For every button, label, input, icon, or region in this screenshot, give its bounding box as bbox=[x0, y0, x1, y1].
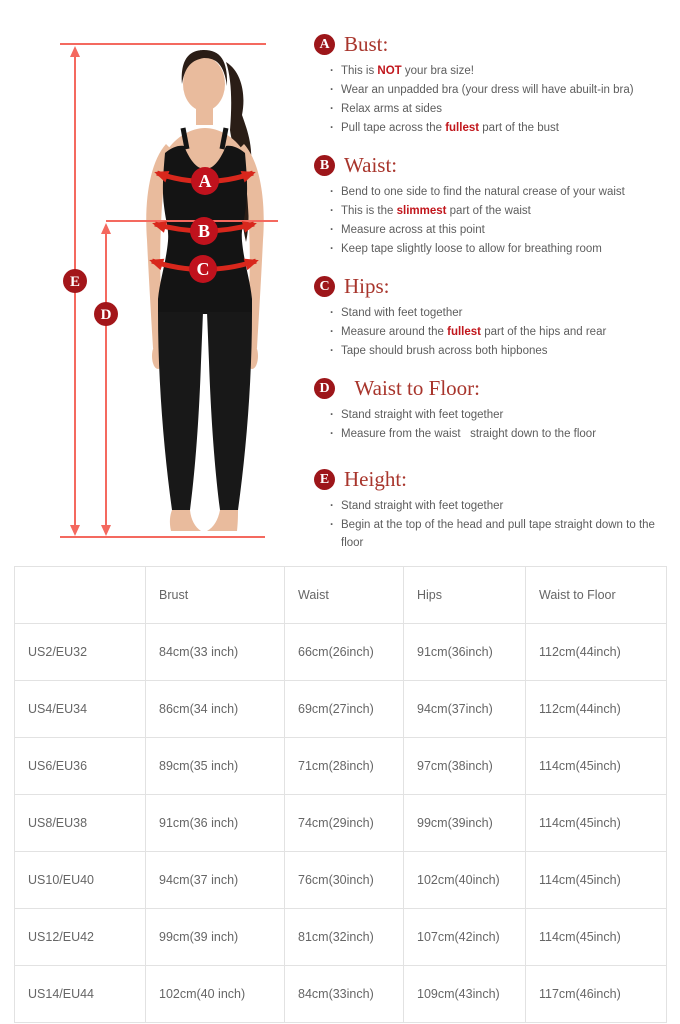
table-row bbox=[15, 909, 667, 966]
bullet-list bbox=[314, 497, 670, 552]
header-row bbox=[15, 567, 667, 624]
measurement-cell: 71cm(28inch) bbox=[285, 738, 404, 795]
bullet-item bbox=[330, 81, 670, 99]
instruction-sections bbox=[314, 32, 670, 568]
measurement-cell: 97cm(38inch) bbox=[404, 738, 526, 795]
bullet-item bbox=[330, 497, 670, 515]
measurement-cell: 76cm(30inch) bbox=[285, 852, 404, 909]
table-row bbox=[15, 738, 667, 795]
bullet-text: This is bbox=[341, 65, 378, 77]
bullet-item bbox=[330, 406, 670, 424]
measurement-cell: 89cm(35 inch) bbox=[146, 738, 285, 795]
measurement-cell: 99cm(39 inch) bbox=[146, 909, 285, 966]
letter-badge-b: B bbox=[314, 155, 335, 176]
section-e bbox=[314, 467, 670, 552]
measurement-cell: 102cm(40 inch) bbox=[146, 966, 285, 1023]
measurement-figure bbox=[0, 0, 320, 562]
size-label-cell: US12/EU42 bbox=[15, 909, 146, 966]
bullet-text: Tape should brush across both hipbones bbox=[341, 345, 548, 357]
table-row bbox=[15, 852, 667, 909]
bullet-list bbox=[314, 183, 670, 258]
bullet-text: Measure around the bbox=[341, 326, 448, 338]
bullet-item bbox=[330, 425, 670, 443]
bullet-text: Stand straight with feet together bbox=[341, 409, 504, 421]
hips-letter: C bbox=[196, 259, 210, 279]
bullet-text: part of the hips and rear bbox=[481, 326, 607, 338]
highlighted-text: fullest bbox=[445, 122, 480, 134]
bullet-text: Measure from the waist straight down to the floor bbox=[341, 428, 597, 440]
size-label-cell: US8/EU38 bbox=[15, 795, 146, 852]
column-header: Waist bbox=[285, 567, 404, 624]
measurement-cell: 81cm(32inch) bbox=[285, 909, 404, 966]
measurement-cell: 102cm(40inch) bbox=[404, 852, 526, 909]
highlighted-text: slimmest bbox=[396, 205, 447, 217]
measurement-cell: 74cm(29inch) bbox=[285, 795, 404, 852]
measurement-cell: 112cm(44inch) bbox=[526, 681, 667, 738]
bullet-item bbox=[330, 304, 670, 322]
section-c bbox=[314, 274, 670, 360]
measurement-cell: 114cm(45inch) bbox=[526, 909, 667, 966]
section-d bbox=[314, 376, 670, 443]
size-label-cell: US4/EU34 bbox=[15, 681, 146, 738]
section-heading bbox=[314, 153, 670, 178]
measurement-cell: 69cm(27inch) bbox=[285, 681, 404, 738]
section-title: Hips: bbox=[344, 274, 390, 298]
size-label-cell: US10/EU40 bbox=[15, 852, 146, 909]
bullet-text: Bend to one side to find the natural crease of your waist bbox=[341, 186, 625, 198]
height-letter: E bbox=[69, 274, 81, 290]
section-heading bbox=[314, 32, 670, 57]
waist-letter: B bbox=[197, 221, 211, 241]
size-table-header bbox=[15, 567, 667, 624]
bust-letter: A bbox=[198, 171, 212, 191]
model-illustration bbox=[146, 50, 263, 531]
bullet-item bbox=[330, 202, 670, 220]
bullet-item bbox=[330, 119, 670, 137]
table-row bbox=[15, 681, 667, 738]
bullet-text: Stand with feet together bbox=[341, 307, 463, 319]
table-row bbox=[15, 624, 667, 681]
column-header: Waist to Floor bbox=[526, 567, 667, 624]
bullet-item bbox=[330, 62, 670, 80]
bullet-text: Relax arms at sides bbox=[341, 103, 442, 115]
measurement-cell: 94cm(37inch) bbox=[404, 681, 526, 738]
table-row bbox=[15, 966, 667, 1023]
section-title: Waist: bbox=[344, 153, 398, 177]
highlighted-text: NOT bbox=[377, 65, 402, 77]
measurement-cell: 99cm(39inch) bbox=[404, 795, 526, 852]
size-label-cell: US14/EU44 bbox=[15, 966, 146, 1023]
bullet-item bbox=[330, 323, 670, 341]
bullet-text: Keep tape slightly loose to allow for breathing room bbox=[341, 243, 602, 255]
bullet-text: Measure across at this point bbox=[341, 224, 485, 236]
bullet-text: Stand straight with feet together bbox=[341, 500, 504, 512]
measurement-cell: 94cm(37 inch) bbox=[146, 852, 285, 909]
size-label-cell: US6/EU36 bbox=[15, 738, 146, 795]
bullet-text: Pull tape across the bbox=[341, 122, 446, 134]
column-header: Hips bbox=[404, 567, 526, 624]
size-table bbox=[14, 566, 667, 1023]
section-heading bbox=[314, 274, 670, 299]
measurement-cell: 91cm(36 inch) bbox=[146, 795, 285, 852]
measurement-cell: 117cm(46inch) bbox=[526, 966, 667, 1023]
measurement-cell: 114cm(45inch) bbox=[526, 852, 667, 909]
bullet-item bbox=[330, 516, 670, 552]
bullet-list bbox=[314, 62, 670, 137]
measurement-cell: 107cm(42inch) bbox=[404, 909, 526, 966]
table-row bbox=[15, 795, 667, 852]
measurement-cell: 66cm(26inch) bbox=[285, 624, 404, 681]
letter-badge-d: D bbox=[314, 378, 335, 399]
measurement-cell: 91cm(36inch) bbox=[404, 624, 526, 681]
measurement-cell: 114cm(45inch) bbox=[526, 738, 667, 795]
bullet-text: your bra size! bbox=[401, 65, 474, 77]
section-a bbox=[314, 32, 670, 137]
measurement-cell: 109cm(43inch) bbox=[404, 966, 526, 1023]
section-heading bbox=[314, 376, 670, 401]
bullet-list bbox=[314, 406, 670, 443]
section-title: Bust: bbox=[344, 32, 389, 56]
bullet-text: This is the bbox=[341, 205, 397, 217]
size-label-cell: US2/EU32 bbox=[15, 624, 146, 681]
waist-to-floor-letter: D bbox=[100, 307, 112, 323]
bullet-item bbox=[330, 240, 670, 258]
bullet-item bbox=[330, 221, 670, 239]
bullet-item bbox=[330, 342, 670, 360]
letter-badge-e: E bbox=[314, 469, 335, 490]
column-header bbox=[15, 567, 146, 624]
size-table-body bbox=[15, 624, 667, 1023]
column-header: Brust bbox=[146, 567, 285, 624]
section-b bbox=[314, 153, 670, 258]
bullet-item bbox=[330, 100, 670, 118]
bullet-text: part of the waist bbox=[446, 205, 531, 217]
letter-badge-a: A bbox=[314, 34, 335, 55]
measurement-cell: 112cm(44inch) bbox=[526, 624, 667, 681]
measurement-cell: 84cm(33 inch) bbox=[146, 624, 285, 681]
bullet-list bbox=[314, 304, 670, 360]
measurement-cell: 114cm(45inch) bbox=[526, 795, 667, 852]
bullet-text: Begin at the top of the head and pull tape straight down to the floor bbox=[341, 519, 659, 549]
measurement-cell: 84cm(33inch) bbox=[285, 966, 404, 1023]
bullet-text: Wear an unpadded bra (your dress will have abuilt-in bra) bbox=[341, 84, 634, 96]
section-title: Waist to Floor: bbox=[344, 376, 480, 400]
letter-badge-c: C bbox=[314, 276, 335, 297]
section-title: Height: bbox=[344, 467, 407, 491]
bullet-text: part of the bust bbox=[479, 122, 559, 134]
section-heading bbox=[314, 467, 670, 492]
bullet-item bbox=[330, 183, 670, 201]
highlighted-text: fullest bbox=[447, 326, 481, 338]
measurement-cell: 86cm(34 inch) bbox=[146, 681, 285, 738]
